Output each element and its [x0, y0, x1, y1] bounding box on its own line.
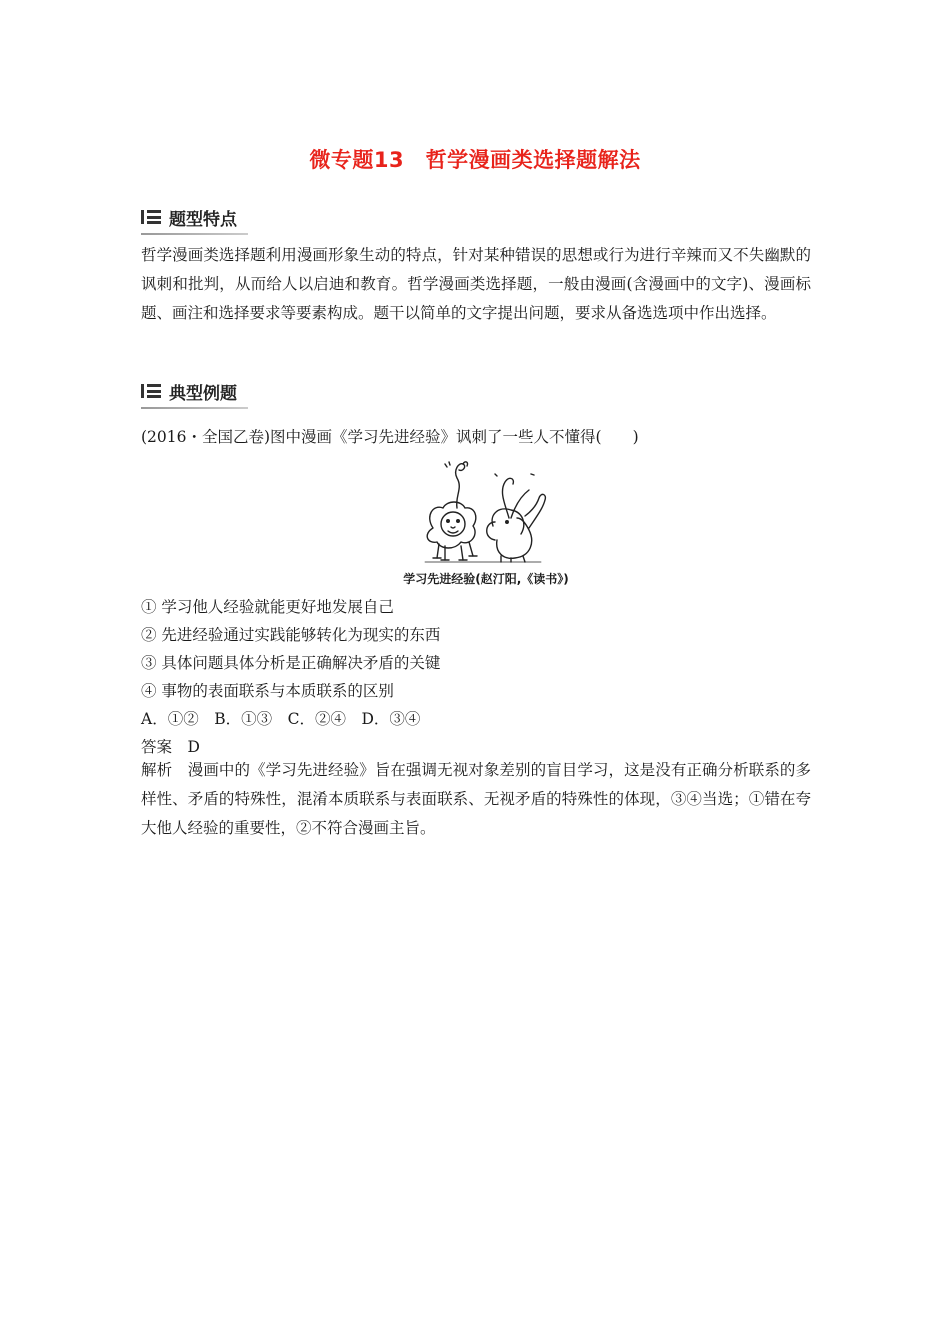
analysis-paragraph: 解析 漫画中的《学习先进经验》旨在强调无视对象差别的盲目学习，这是没有正确分析联系的多样性、矛盾的特殊性，混淆本质联系与表面联系、无视矛盾的特殊性的体现，③④当选；①错在夸大他人经验的重要性，②不符合漫画主旨。 — [141, 761, 811, 837]
cartoon-image — [411, 456, 559, 588]
statement-4: ④ 事物的表面联系与本质联系的区别 — [141, 682, 394, 700]
list-icon — [141, 210, 161, 224]
page-title: 微专题13 哲学漫画类选择题解法 — [309, 148, 641, 172]
section-underline — [141, 407, 248, 409]
answer-line: 答案 D — [141, 738, 200, 756]
list-icon — [141, 384, 161, 398]
section-heading-example — [141, 377, 237, 405]
statement-2: ② 先进经验通过实践能够转化为现实的东西 — [141, 626, 441, 644]
section-heading-label: 题型特点 — [169, 209, 237, 230]
answer-options: A．①② B．①③ C．②④ D．③④ — [141, 710, 421, 728]
cartoon-caption: 学习先进经验(赵汀阳,《读书》) — [403, 572, 569, 586]
features-paragraph: 哲学漫画类选择题利用漫画形象生动的特点，针对某种错误的思想或行为进行辛辣而又不失幽默的讽刺和批判，从而给人以启迪和教育。哲学漫画类选择题，一般由漫画(含漫画中的文字)、漫画标题、画注和选择要求等要素构成。题干以简单的文字提出问题，要求从备选选项中作出选择。 — [141, 246, 811, 322]
statement-1: ① 学习他人经验就能更好地发展自己 — [141, 598, 394, 616]
section-underline — [141, 233, 248, 235]
section-heading-features — [141, 203, 237, 231]
statement-3: ③ 具体问题具体分析是正确解决矛盾的关键 — [141, 654, 441, 672]
section-heading-label: 典型例题 — [169, 383, 237, 404]
question-stem: (2016・全国乙卷)图中漫画《学习先进经验》讽刺了一些人不懂得( ) — [141, 428, 639, 446]
